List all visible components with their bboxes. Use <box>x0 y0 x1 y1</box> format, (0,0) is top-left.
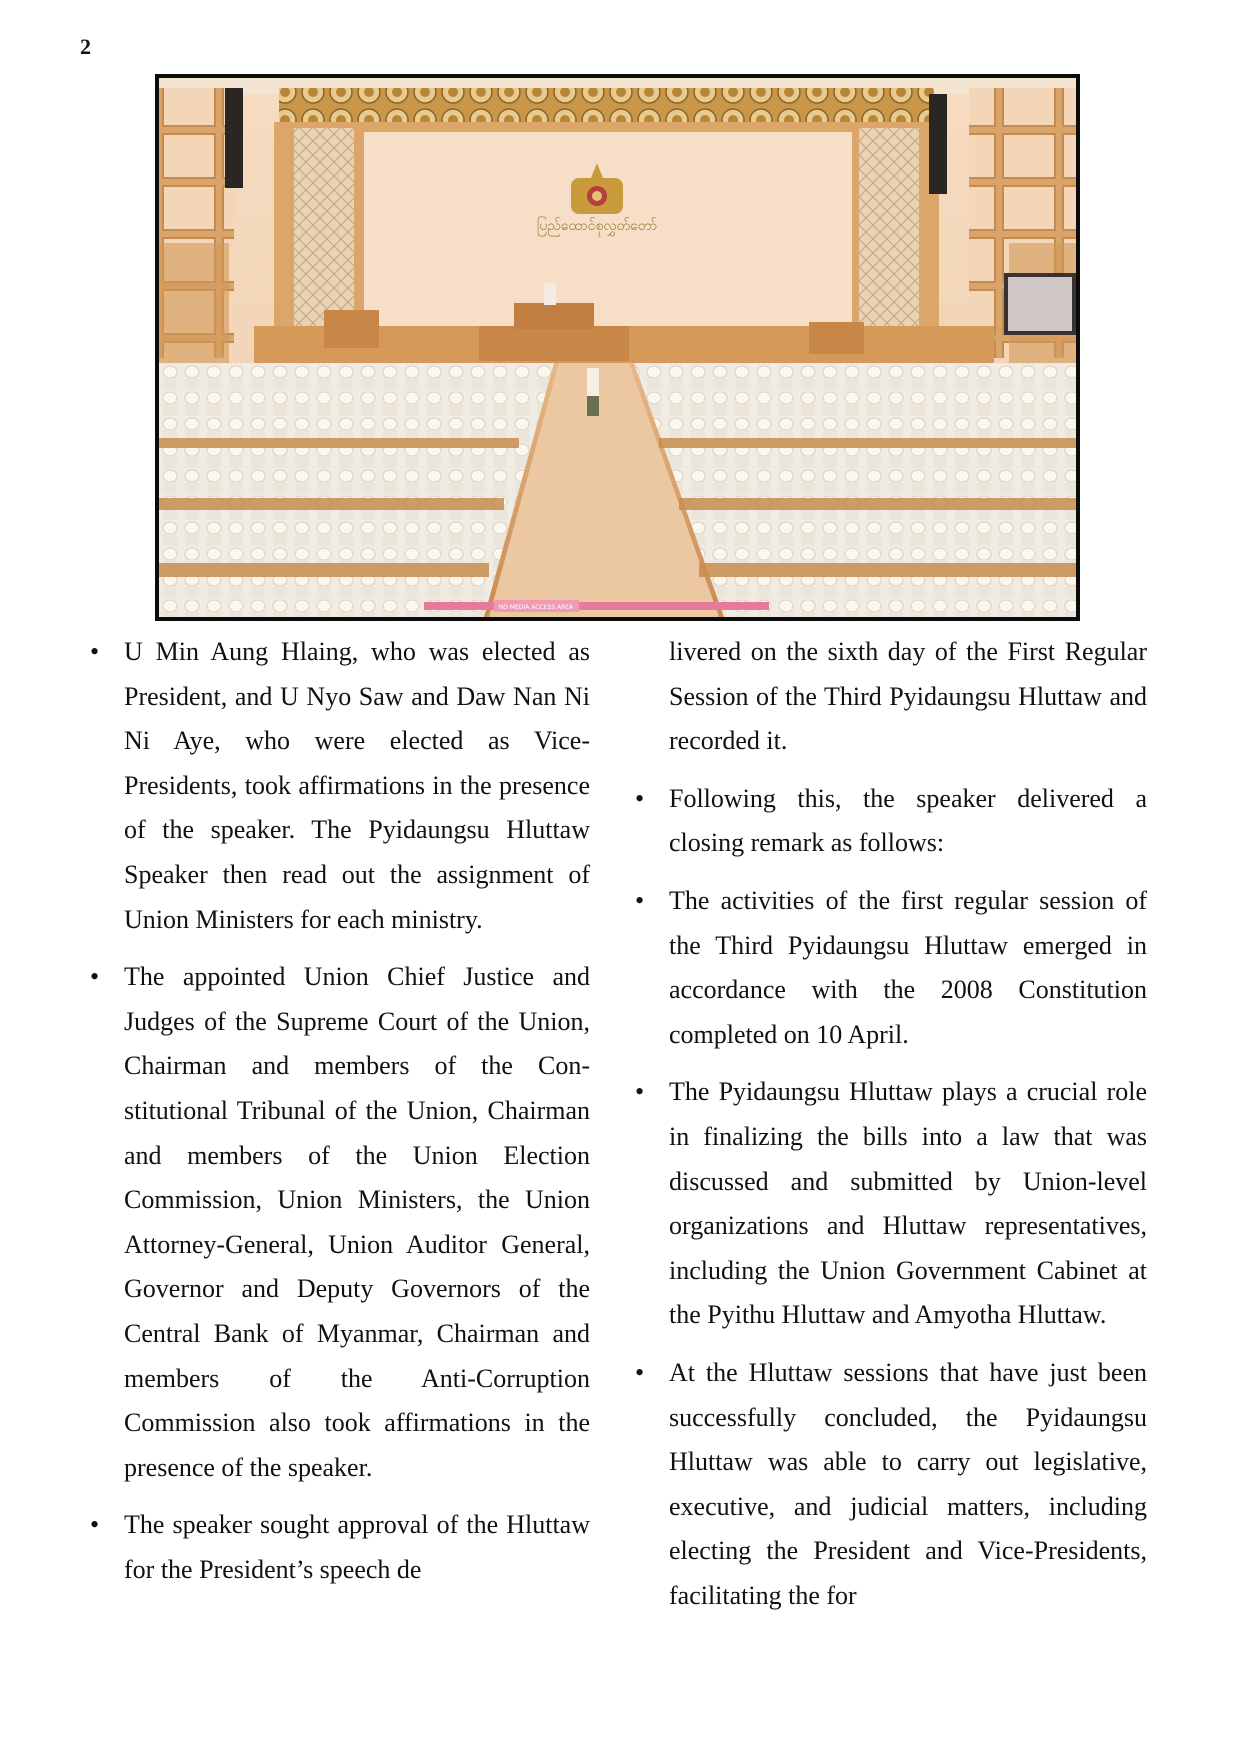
bullet-icon: • <box>635 783 645 813</box>
bullet-text: The Pyidaungsu Hluttaw plays a crucial role in finalizing the bills into a law that was discussed and submitted by Union-level organizations and Hluttaw representatives, including the Union Government Cabinet at the Pyithu Hluttaw and Amyotha Hluttaw. <box>669 1077 1147 1330</box>
bullet-text: At the Hluttaw sessions that have just been successfully concluded, the Pyidaungsu Hluttaw was able to carry out legislative, executive, and judicial matters, including electing the President and Vice-Presidents, facilitating the for <box>669 1357 1147 1610</box>
bullet-icon: • <box>635 1357 645 1387</box>
continued-text: livered on the sixth day of the First Regular Session of the Third Pyidaungsu Hluttaw and recorded it. <box>669 637 1147 756</box>
barrier-sign: NO MEDIA ACCESS AREA <box>498 604 574 611</box>
bullet-icon: • <box>90 962 100 992</box>
hluttaw-session-photo <box>155 74 1080 621</box>
bullet-item <box>90 1503 590 1592</box>
page-number: 2 <box>80 34 91 59</box>
bullet-item <box>635 777 1147 866</box>
hluttaw-hall-illustration <box>159 78 1076 617</box>
bullet-text: Following this, the speaker delivered a closing remark as follows: <box>669 783 1147 858</box>
left-column <box>90 630 590 1605</box>
continued-paragraph <box>635 630 1147 764</box>
bullet-item <box>635 879 1147 1057</box>
bullet-item <box>90 630 590 942</box>
bullet-item <box>635 1070 1147 1338</box>
bullet-item <box>635 1351 1147 1619</box>
bullet-text: The speaker sought approval of the Hluttaw for the President’s speech de <box>124 1510 590 1584</box>
right-column <box>635 630 1147 1631</box>
bullet-item <box>90 955 590 1490</box>
bullet-icon: • <box>90 637 100 666</box>
bullet-text: The activities of the first regular session of the Third Pyidaungsu Hluttaw emerged in accordance with the 2008 Constitution completed on 10 April. <box>669 885 1147 1049</box>
bullet-icon: • <box>635 1077 645 1107</box>
bullet-text: U Min Aung Hlaing, who was elected as President, and U Nyo Saw and Daw Nan Ni Ni Aye, who were elected as Vice-Presidents, took affirmations in the presence of the speaker. The Pyidaungsu Hluttaw Speaker then read out the assignment of Union Ministers for each ministry. <box>124 637 590 934</box>
bullet-icon: • <box>90 1510 100 1540</box>
bullet-icon: • <box>635 885 645 915</box>
bullet-text: The appointed Union Chief Justice and Judges of the Supreme Court of the Union, Chairman and members of the Constitutional Tribunal of the Union, Chairman and members of the Union Election Commission, Union Ministers, the Union Attorney-General, Union Auditor General, Governor and Deputy Governors of the Central Bank of Myanmar, Chairman and members of the Anti-Corruption Commission also took affirmations in the presence of the speaker. <box>124 962 590 1482</box>
emblem-caption: ပြည်ထောင်စုလွှတ်တော် <box>536 218 658 234</box>
